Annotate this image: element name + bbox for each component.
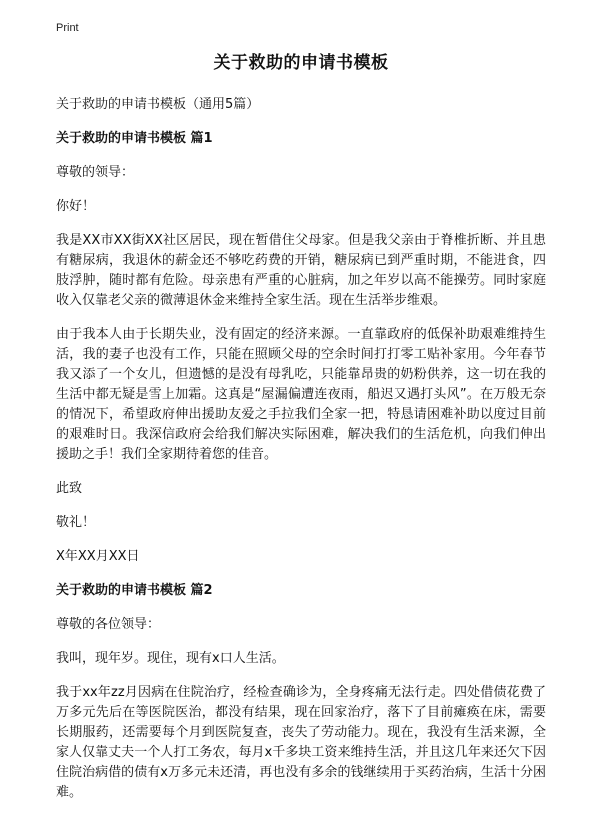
document-page <box>56 48 546 817</box>
document-subtitle: 关于救助的申请书模板（通用5篇） <box>56 97 260 112</box>
section-1-greeting: 你好！ <box>56 199 96 214</box>
section-1-salutation: 尊敬的领导： <box>56 165 135 180</box>
section-1-closing-1: 此致 <box>56 481 83 496</box>
section-2-intro: 我叫，现年岁。现住，现有x口人生活。 <box>56 651 285 666</box>
print-link[interactable]: Print <box>56 22 79 34</box>
section-1-date: X年XX月XX日 <box>56 549 140 564</box>
section-1-heading: 关于救助的申请书模板 篇1 <box>56 131 213 146</box>
section-2-salutation: 尊敬的各位领导： <box>56 617 161 632</box>
section-1-closing-2: 敬礼！ <box>56 515 96 530</box>
section-1-paragraph-1: 我是XX市XX街XX社区居民，现在暂借住父母家。但是我父亲由于脊椎折断、并且患有糖尿病，我退休的薪金还不够吃药费的开销，糖尿病已到严重时期，不能进食，四肢浮肿，随时都有危险。母亲患有严重的心脏病，加之年岁以高不能操劳。同时家庭收入仅靠老父亲的微薄退休金来维持全家生活。现在生活举步维艰。 <box>56 233 546 308</box>
section-2-heading: 关于救助的申请书模板 篇2 <box>56 583 213 598</box>
document-title: 关于救助的申请书模板 <box>213 53 389 73</box>
section-2-paragraph-1: 我于xx年zz月因病在住院治疗，经检查确诊为，全身疼痛无法行走。四处借债花费了万多元先后在等医院医治，都没有结果，现在回家治疗，落下了目前瘫痪在床，需要长期服药，还需要每个月到医院复查，丧失了劳动能力。现在，我没有生活来源，全家人仅靠丈夫一个人打工务农，每月x千多块工资来维持生活，并且这几年来还欠下因住院治病借的债有x万多元未还清，再也没有多余的钱继续用于买药治病，生活十分困难。 <box>56 685 546 800</box>
section-1-paragraph-2: 由于我本人由于长期失业，没有固定的经济来源。一直靠政府的低保补助艰难维持生活，我的妻子也没有工作，只能在照顾父母的空余时间打打零工贴补家用。今年春节我又添了一个女儿，但遗憾的是没有母乳吃，只能靠昂贵的奶粉供养，这一切在我的生活中都无疑是雪上加霜。这真是“屋漏偏遭连夜雨，船迟又遇打头风”。在万般无奈的情况下，希望政府伸出援助友爱之手拉我们全家一把，特恳请困难补助以度过目前的艰难时日。我深信政府会给我们解决实际困难，解决我们的生活危机，向我们伸出援助之手！我们全家期待着您的佳音。 <box>56 327 546 462</box>
